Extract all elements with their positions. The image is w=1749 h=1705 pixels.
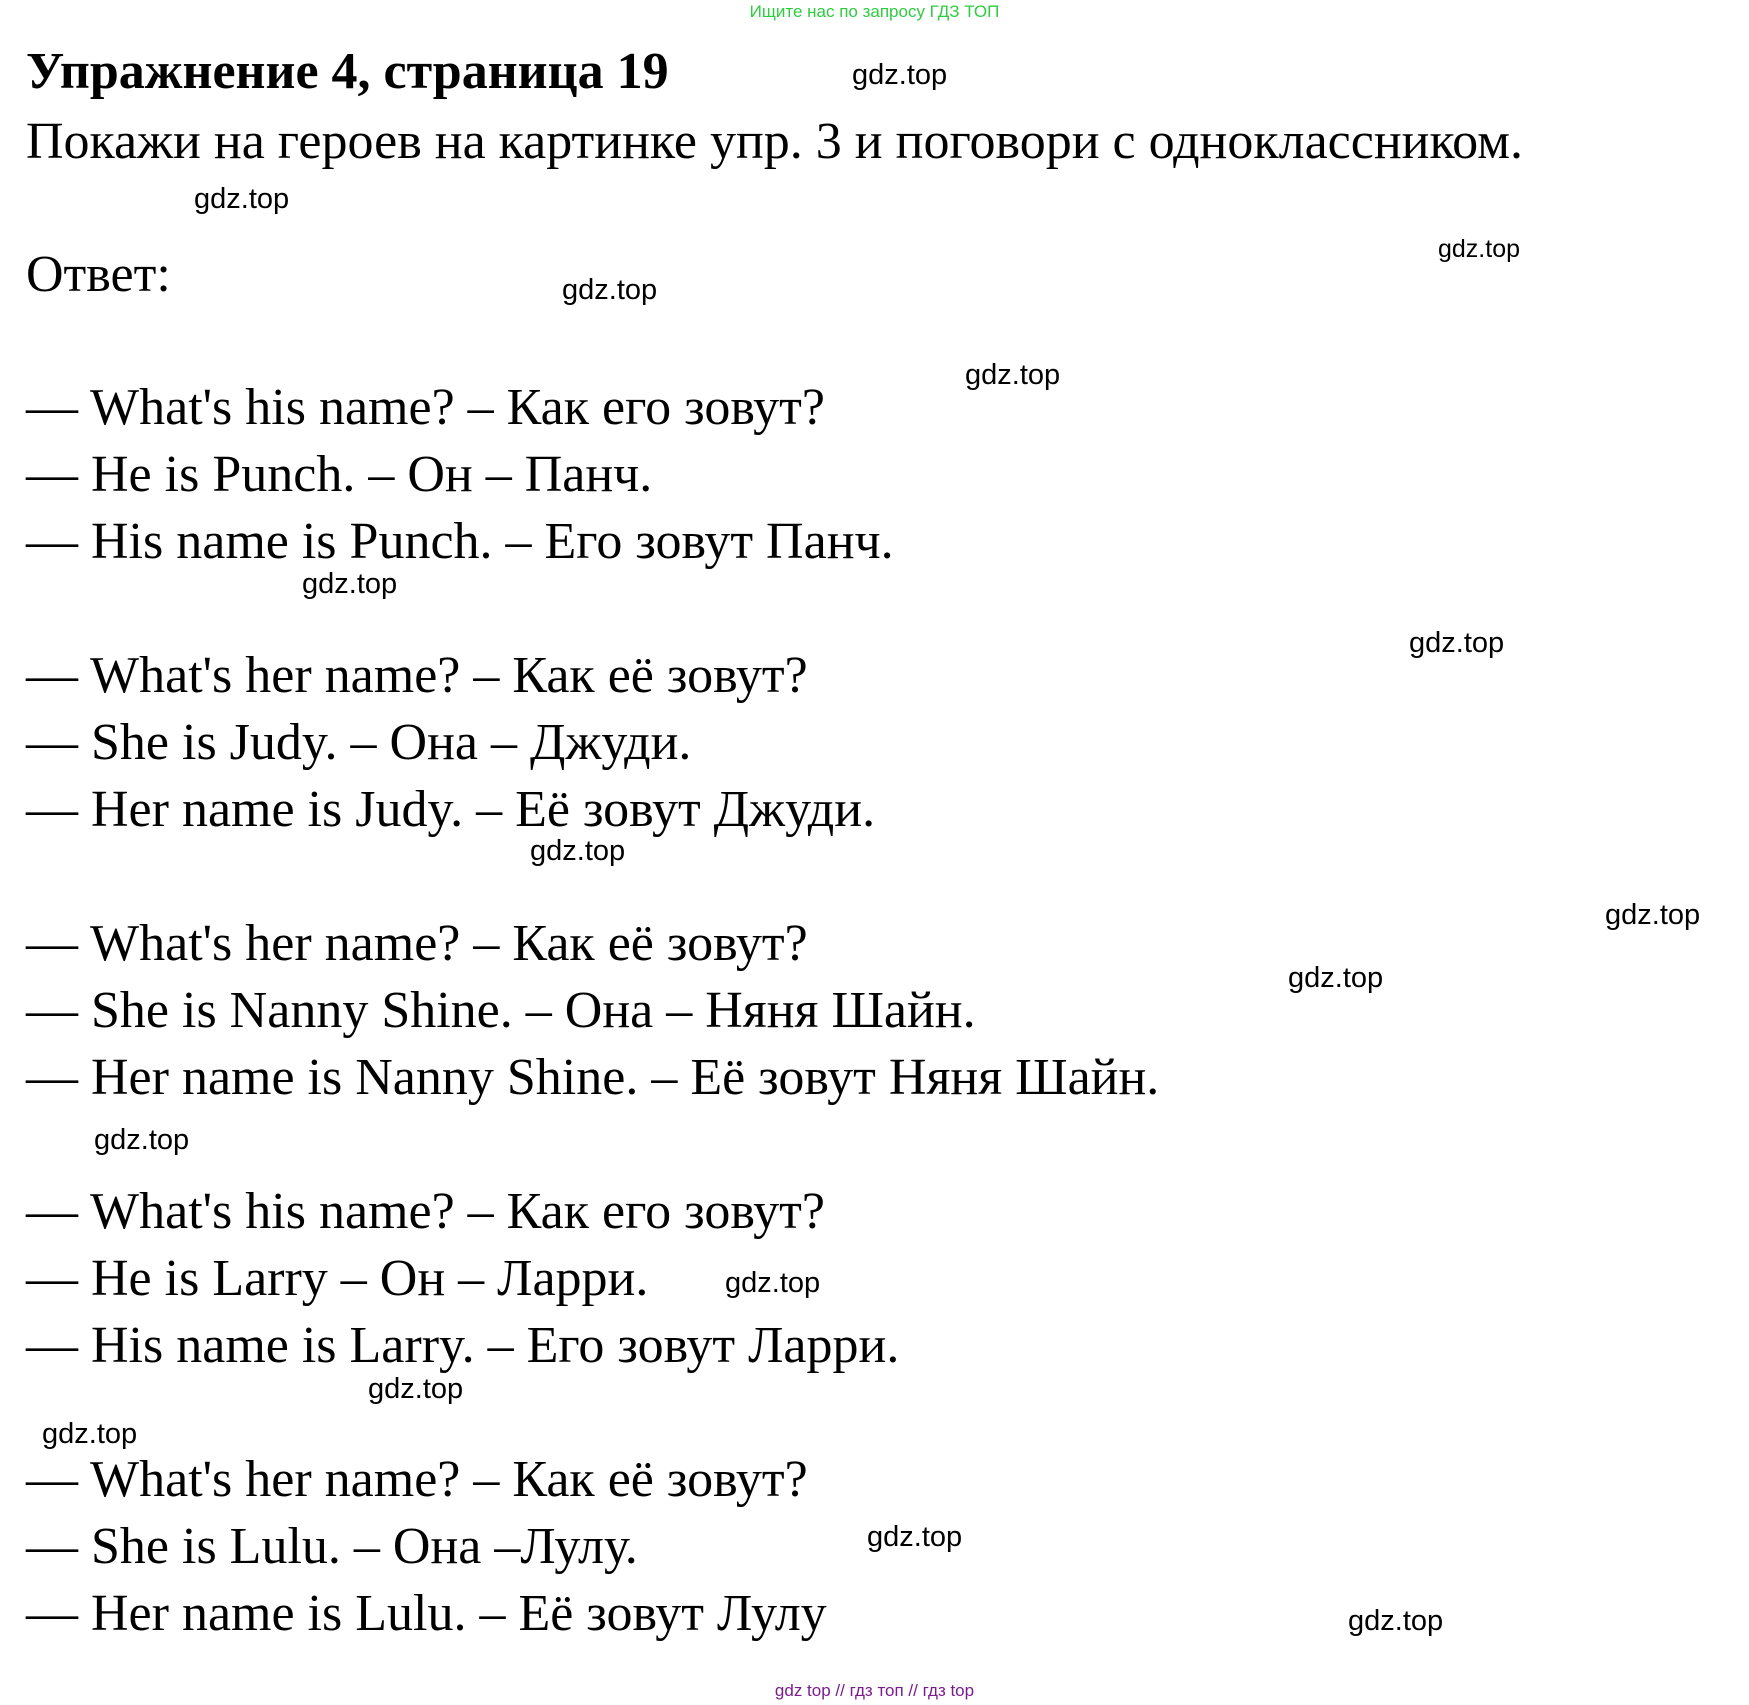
watermark: gdz.top — [725, 1267, 821, 1299]
watermark: gdz.top — [1438, 235, 1521, 263]
watermark: gdz.top — [42, 1418, 138, 1450]
dialogue-line: — Her name is Lulu. – Её зовут Лулу — [26, 1585, 827, 1642]
dialogue-line: — Her name is Nanny Shine. – Её зовут Няня Шайн. — [26, 1049, 1160, 1106]
dialogue-line: — He is Punch. – Он – Панч. — [26, 446, 653, 503]
watermark: gdz.top — [302, 568, 398, 600]
dialogue-line: — What's her name? – Как её зовут? — [26, 647, 808, 704]
watermark: gdz.top — [530, 835, 626, 867]
watermark: gdz.top — [852, 59, 948, 91]
watermark: gdz.top — [965, 359, 1061, 391]
dialogue-line: — What's his name? – Как его зовут? — [26, 1183, 825, 1240]
watermark: gdz.top — [1409, 627, 1505, 659]
watermark: gdz.top — [368, 1373, 464, 1405]
dialogue-line: — She is Lulu. – Она –Лулу. — [26, 1518, 638, 1575]
watermark: gdz.top — [194, 183, 290, 215]
dialogue-line: — Her name is Judy. – Её зовут Джуди. — [26, 781, 876, 838]
dialogue-line: — He is Larry – Он – Ларри. — [26, 1250, 649, 1307]
answer-label: Ответ: — [26, 246, 171, 303]
dialogue-line: — What's her name? – Как её зовут? — [26, 1451, 808, 1508]
dialogue-line: — What's his name? – Как его зовут? — [26, 379, 825, 436]
watermark: gdz.top — [562, 274, 658, 306]
task-text: Покажи на героев на картинке упр. 3 и поговори с одноклассником. — [26, 113, 1524, 170]
watermark: gdz.top — [94, 1124, 190, 1156]
footer-links[interactable]: gdz top // гдз топ // гдз top — [774, 1681, 975, 1700]
dialogue-line: — His name is Larry. – Его зовут Ларри. — [26, 1317, 900, 1374]
watermark: gdz.top — [867, 1521, 963, 1553]
dialogue-line: — She is Judy. – Она – Джуди. — [26, 714, 692, 771]
dialogue-line: — She is Nanny Shine. – Она – Няня Шайн. — [26, 982, 976, 1039]
watermark: gdz.top — [1348, 1605, 1444, 1637]
watermark: gdz.top — [1288, 962, 1384, 994]
header-link[interactable]: Ищите нас по запросу ГДЗ ТОП — [749, 2, 1000, 21]
dialogue-line: — His name is Punch. – Его зовут Панч. — [26, 513, 894, 570]
dialogue-line: — What's her name? – Как её зовут? — [26, 915, 808, 972]
exercise-title: Упражнение 4, страница 19 — [26, 43, 669, 100]
watermark: gdz.top — [1605, 899, 1701, 931]
